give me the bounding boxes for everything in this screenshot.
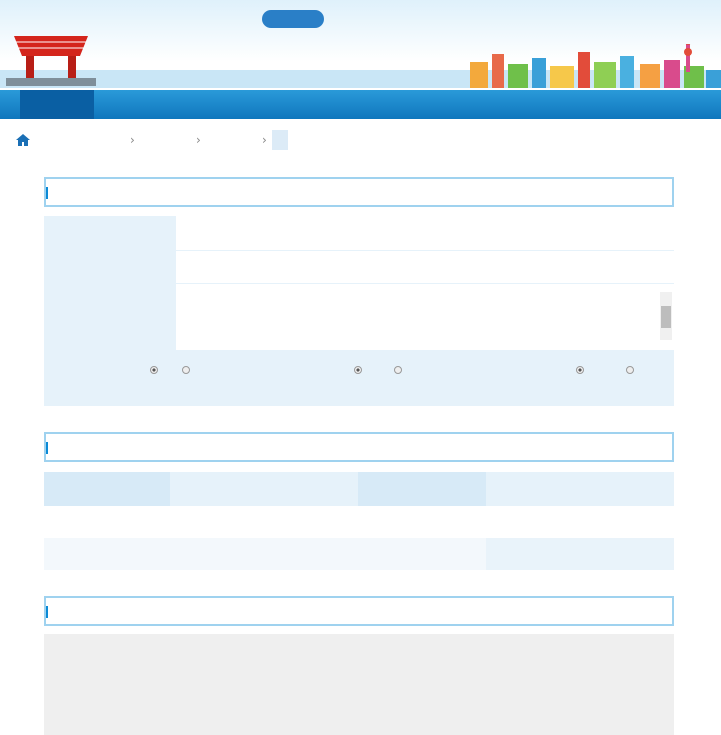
flow-status-cell xyxy=(358,538,486,570)
appeal-title-label xyxy=(44,251,172,283)
breadcrumb-current xyxy=(272,130,288,150)
breadcrumb-separator: › xyxy=(262,133,267,147)
table-row xyxy=(44,506,674,538)
nav-item-990[interactable] xyxy=(322,90,394,119)
nav-item-cases[interactable] xyxy=(522,90,600,119)
public-option[interactable] xyxy=(570,362,588,376)
flow-unit-cell xyxy=(170,506,358,538)
appeal-content-label xyxy=(44,284,172,350)
appeal-date-row xyxy=(44,216,674,250)
main-nav xyxy=(0,88,721,119)
not-public-option[interactable] xyxy=(620,362,638,376)
reply-no-radio[interactable] xyxy=(394,366,402,374)
china-pavilion-illustration xyxy=(6,30,96,86)
nav-item-media[interactable] xyxy=(420,90,498,119)
flow-status-cell xyxy=(358,506,486,538)
reply-no-option[interactable] xyxy=(388,362,406,376)
anonymous-no-option[interactable] xyxy=(176,362,194,376)
flow-header-notice xyxy=(486,472,674,506)
flow-date-cell xyxy=(44,506,176,538)
nav-item-home[interactable] xyxy=(20,90,94,119)
content-scrollbar[interactable] xyxy=(660,292,672,340)
nav-item-convenience[interactable] xyxy=(220,90,298,119)
content-scrollbar-thumb[interactable] xyxy=(661,306,671,328)
brand-block xyxy=(262,4,502,34)
flow-table xyxy=(44,472,674,570)
appeal-title-row xyxy=(44,251,674,283)
breadcrumb-separator: › xyxy=(130,133,135,147)
flow-header-status xyxy=(358,472,486,506)
appeal-options-row xyxy=(44,356,674,406)
not-public-radio[interactable] xyxy=(626,366,634,374)
appeal-card xyxy=(44,216,674,406)
appeal-content-value xyxy=(176,284,674,350)
anonymous-yes-radio[interactable] xyxy=(150,366,158,374)
public-radio[interactable] xyxy=(576,366,584,374)
reply-yes-radio[interactable] xyxy=(354,366,362,374)
reply-box xyxy=(44,634,674,735)
flow-notice-cell[interactable] xyxy=(486,538,674,570)
slogan xyxy=(262,38,276,66)
site-banner xyxy=(0,0,721,88)
reply-yes-option[interactable] xyxy=(348,362,366,376)
breadcrumb xyxy=(0,120,721,158)
flow-header-unit xyxy=(170,472,358,506)
appeal-section-header xyxy=(44,177,674,207)
breadcrumb-separator: › xyxy=(196,133,201,147)
flow-unit-cell xyxy=(170,538,358,570)
anonymous-yes-option[interactable] xyxy=(144,362,162,376)
nav-item-work-news[interactable] xyxy=(118,90,196,119)
appeal-date-label xyxy=(44,216,172,250)
nav-item-about[interactable] xyxy=(624,90,702,119)
appeal-date-value xyxy=(176,216,674,250)
home-icon xyxy=(16,134,30,146)
reply-section-header xyxy=(44,596,674,626)
hotline-logo-icon xyxy=(262,10,324,28)
city-skyline-illustration xyxy=(0,44,721,88)
flow-date-cell xyxy=(44,538,176,570)
table-row xyxy=(44,538,674,570)
appeal-content-row xyxy=(44,284,674,350)
flow-notice-cell[interactable] xyxy=(486,506,674,538)
flow-section-header xyxy=(44,432,674,462)
appeal-title-value xyxy=(176,251,674,283)
anonymous-no-radio[interactable] xyxy=(182,366,190,374)
flow-header-date xyxy=(44,472,170,506)
